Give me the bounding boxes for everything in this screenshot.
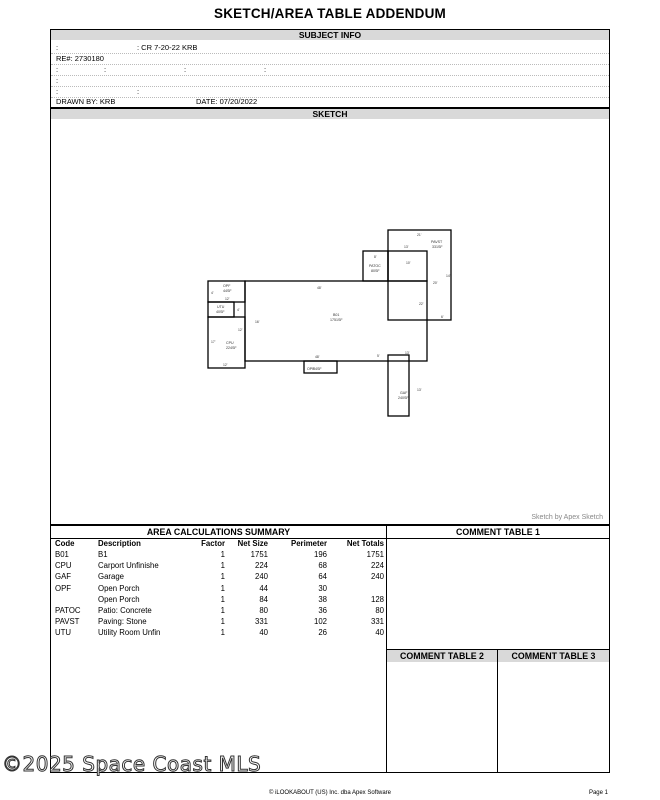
sketch-panel — [50, 108, 610, 525]
dimension-label: 6' — [441, 315, 444, 319]
comment-table-2 — [386, 649, 498, 773]
subject-info-panel — [50, 29, 610, 108]
table-cell: Open Porch — [98, 583, 140, 593]
table-cell: 1 — [220, 561, 225, 571]
table-cell: Patio: Concrete — [98, 606, 152, 615]
table-cell: 1 — [220, 594, 225, 604]
table-cell: Utility Room Unfin — [98, 628, 161, 638]
table-cell: 1751 — [250, 550, 268, 559]
date: DATE: 07/20/2022 — [196, 97, 258, 106]
dimension-label: 14' — [446, 274, 451, 278]
sketch-label: GAF — [400, 391, 408, 395]
dimension-label: 13' — [404, 245, 409, 249]
table-cell: 196 — [313, 550, 327, 559]
area-calculations-panel — [50, 525, 387, 773]
table-cell: B01 — [55, 550, 69, 559]
table-cell: 26 — [318, 628, 327, 638]
table-row — [51, 583, 386, 594]
subject-row: : : — [51, 86, 609, 98]
comment-table-1 — [386, 525, 610, 650]
table-cell: 30 — [318, 583, 327, 593]
table-cell: 1 — [220, 550, 225, 559]
sketch-label: 80SF — [371, 269, 380, 273]
subject-row: : — [51, 75, 609, 87]
table-cell: 68 — [318, 561, 327, 571]
sketch-header: SKETCH — [51, 109, 609, 119]
table-cell: UTU — [55, 628, 72, 638]
table-cell: 64 — [318, 572, 327, 582]
table-cell: 1 — [220, 583, 225, 593]
table-cell: 224 — [254, 561, 268, 571]
table-row — [51, 616, 386, 627]
table-cell: PAVST — [55, 617, 80, 627]
sketch-label: PAVST — [431, 240, 443, 244]
drawn-by: DRAWN BY: KRB — [56, 97, 116, 106]
dimension-label: 48' — [317, 286, 322, 290]
table-cell: 331 — [254, 617, 268, 627]
sketch-label: OPF — [223, 284, 231, 288]
table-row — [51, 571, 386, 582]
dimension-label: 13' — [405, 351, 410, 355]
table-cell: 240 — [254, 572, 268, 582]
comment-table-3-header: COMMENT TABLE 3 — [498, 650, 609, 662]
table-cell: 40 — [259, 628, 268, 638]
subject-row: : : CR 7-20-22 KRB — [51, 42, 609, 54]
dimension-label: 22' — [419, 302, 424, 306]
area-table-columns: Code Description Factor Net Size Perimeter Net Totals — [55, 539, 384, 548]
table-cell: Open Porch — [98, 594, 140, 604]
page-title: SKETCH/AREA TABLE ADDENDUM — [214, 6, 446, 21]
sketch-label: 224SF — [226, 346, 237, 350]
comment-table-2-header: COMMENT TABLE 2 — [387, 650, 497, 662]
table-cell: 102 — [313, 617, 327, 627]
table-cell: 1 — [220, 628, 225, 638]
area-table-header: AREA CALCULATIONS SUMMARY — [51, 526, 386, 539]
dimension-label: 8' — [374, 255, 377, 259]
table-cell: GAF — [55, 572, 72, 582]
page-number: Page 1 — [588, 790, 608, 796]
dimension-label: 48' — [315, 355, 320, 359]
table-row — [51, 594, 386, 605]
table-cell: 38 — [318, 594, 327, 604]
sketch-label: 240SF — [398, 396, 409, 400]
subject-row: : : : : — [51, 64, 609, 76]
subject-info-header: SUBJECT INFO — [51, 30, 609, 40]
sketch-credit: Sketch by Apex Sketch — [531, 514, 603, 521]
sketch-label: 331SF — [432, 245, 443, 249]
comment-table-1-header: COMMENT TABLE 1 — [387, 526, 609, 539]
table-cell: 1751 — [366, 550, 384, 559]
dimension-label: 4' — [237, 308, 240, 312]
sketch-label: 44SF — [223, 289, 232, 293]
sketch-label: OPF — [307, 367, 315, 371]
dimension-label: 4' — [211, 291, 214, 295]
table-cell: 36 — [318, 606, 327, 615]
table-cell: B1 — [98, 550, 108, 559]
gaf-area — [388, 355, 409, 416]
table-row — [51, 560, 386, 571]
dimension-label: 12' — [238, 328, 243, 332]
subject-row — [51, 96, 609, 107]
table-cell: 40 — [375, 628, 384, 638]
sketch-label: 40SF — [216, 310, 225, 314]
dimension-label: 16' — [255, 320, 260, 324]
table-cell: Paving: Stone — [98, 617, 147, 627]
table-cell: Carport Unfinishe — [98, 561, 159, 571]
dimension-label: 12' — [225, 297, 230, 301]
sketch-label: PATOC — [369, 264, 381, 268]
footer-copyright: © iLOOKABOUT (US) Inc. dba Apex Software — [268, 790, 392, 796]
dimension-label: 17' — [211, 340, 216, 344]
dimension-label: 12' — [223, 363, 228, 367]
dimension-label: 20' — [433, 281, 438, 285]
sketch-label: 84SF — [313, 367, 322, 371]
table-row — [51, 627, 386, 638]
dimension-label: 5' — [377, 354, 380, 358]
dimension-label: 21' — [417, 233, 422, 237]
sketch-label: CPU — [226, 341, 234, 345]
table-cell: 331 — [370, 617, 384, 627]
floor-plan-sketch — [51, 109, 609, 524]
table-cell: 240 — [370, 572, 384, 582]
table-cell: PATOC — [55, 606, 81, 615]
table-cell: 1 — [220, 606, 225, 615]
dimension-label: 13' — [417, 388, 422, 392]
table-cell: 1 — [220, 572, 225, 582]
table-cell: Garage — [98, 572, 125, 582]
table-cell: 84 — [259, 594, 268, 604]
mls-watermark: ©2025 Space Coast MLS — [2, 752, 262, 776]
table-cell: 224 — [370, 561, 384, 571]
dimension-label: 10' — [406, 261, 411, 265]
table-cell: OPF — [55, 583, 72, 593]
sketch-label: 1751SF — [330, 318, 343, 322]
table-row — [51, 549, 386, 560]
table-cell: 44 — [259, 583, 268, 593]
table-cell: 128 — [370, 594, 384, 604]
b01-area — [388, 251, 427, 281]
table-cell: CPU — [55, 561, 72, 571]
comment-table-3 — [497, 649, 610, 773]
table-cell: 80 — [259, 606, 268, 615]
subject-row: RE#: 2730180 — [51, 53, 609, 65]
table-cell: 80 — [375, 606, 384, 615]
table-row — [51, 605, 386, 616]
sketch-label: UTU — [217, 305, 225, 309]
sketch-label: B01 — [333, 313, 340, 317]
table-cell: 1 — [220, 617, 225, 627]
